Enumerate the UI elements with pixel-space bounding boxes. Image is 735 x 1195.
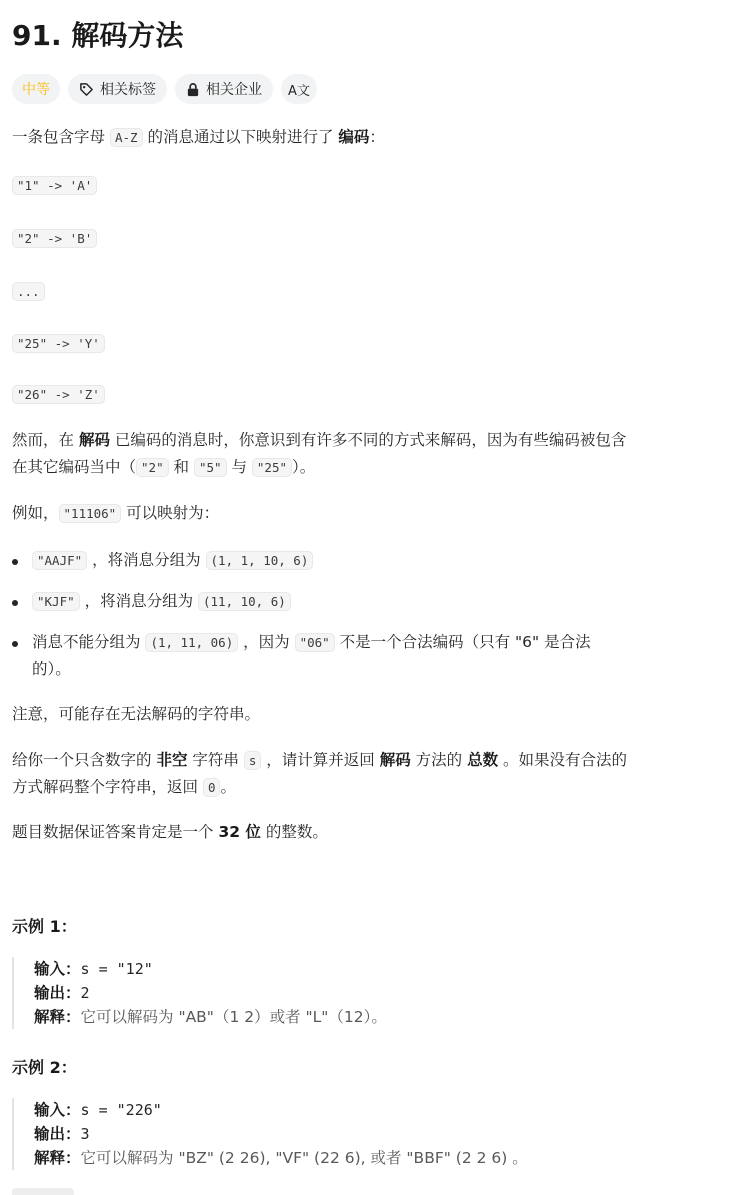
mapping-line [12, 333, 105, 352]
text: 已编码的消息时，你意识到有许多不同的方式来解码，因为有些编码被包含 [109, 431, 627, 449]
translate-button[interactable] [281, 74, 317, 104]
text: 可以映射为： [121, 504, 220, 522]
text: 。如果没有合法的 [498, 751, 628, 769]
task-paragraph-line2 [12, 774, 236, 801]
example-output [34, 981, 387, 1005]
text: ）。 [292, 458, 316, 476]
value: s = "12" [80, 960, 153, 978]
intro-text: 一条包含字母 [12, 128, 110, 146]
bold-text: 总数 [467, 751, 499, 769]
text: 然而，在 [12, 431, 79, 449]
bullet-dot [12, 559, 18, 565]
example-explanation [34, 1146, 528, 1170]
label: 解释： [34, 1008, 81, 1026]
text: 的整数。 [260, 823, 328, 841]
text: 在其它编码当中（ [12, 458, 137, 476]
label: 解释： [34, 1149, 81, 1167]
mapping-line [12, 281, 45, 300]
intro-text-2: 的消息通过以下映射进行了 [142, 128, 339, 146]
text: 方式解码整个字符串，返回 [12, 778, 203, 796]
label: 输出： [34, 984, 81, 1002]
inline-code: s [244, 751, 262, 770]
bullet-dot [12, 641, 18, 647]
lock-icon [186, 82, 200, 97]
text: ，将消息分组为 [79, 592, 198, 610]
intro-paragraph [12, 124, 385, 151]
inline-code: (1, 1, 10, 6) [206, 551, 314, 570]
inline-code: "KJF" [32, 592, 80, 611]
letters-code: A-Z [110, 128, 143, 147]
tag-icon [79, 82, 94, 97]
intro-suffix: ： [369, 128, 385, 146]
bold-text: 非空 [156, 751, 188, 769]
text: 不是一个合法编码（只有 "6" 是合法 [334, 633, 591, 651]
mapping-code: "25" -> 'Y' [12, 334, 105, 353]
bullet-dot [12, 600, 18, 606]
example-input [34, 957, 387, 981]
mapping-code: ... [12, 282, 45, 301]
mapping-code: "1" -> 'A' [12, 176, 97, 195]
example-intro [12, 500, 219, 527]
bold-text: 32 位 [218, 823, 261, 841]
text: 与 [226, 458, 252, 476]
mapping-line [12, 384, 105, 403]
text: ，将消息分组为 [87, 551, 206, 569]
related-tags-label: 相关标签 [100, 82, 156, 98]
related-companies-button[interactable] [175, 74, 273, 104]
inline-code: "2" [136, 458, 169, 477]
value: 它可以解码为 "BZ" (2 26), "VF" (22 6), 或者 "BBF" (2 2 6) 。 [80, 1149, 528, 1167]
decode-paragraph-line2 [12, 454, 315, 481]
note-paragraph: 注意，可能存在无法解码的字符串。 [12, 705, 261, 723]
example-input [34, 1098, 528, 1122]
text: ，请计算并返回 [261, 751, 380, 769]
text: 。 [220, 778, 236, 796]
decode-paragraph-line1 [12, 427, 626, 454]
inline-code: "25" [252, 458, 292, 477]
example-title: 示例 2： [12, 1058, 77, 1077]
intro-bold: 编码 [338, 128, 370, 146]
label: 输入： [34, 1101, 81, 1119]
value: 2 [80, 984, 90, 1002]
label: 输入： [34, 960, 81, 978]
problem-title: 91. 解码方法 [12, 19, 184, 52]
inline-code: "5" [194, 458, 227, 477]
mapping-line [12, 175, 97, 194]
text: 例如， [12, 504, 59, 522]
tag-bar [12, 74, 317, 104]
inline-code: 0 [203, 778, 221, 797]
inline-code: "AAJF" [32, 551, 87, 570]
text: 消息不能分组为 [32, 633, 146, 651]
text: 给你一个只含数字的 [12, 751, 157, 769]
example-title: 示例 1： [12, 917, 77, 936]
related-companies-label: 相关企业 [206, 82, 262, 98]
label: 输出： [34, 1125, 81, 1143]
inline-code: (1, 11, 06) [145, 633, 238, 652]
example-block [12, 1098, 528, 1170]
list-item-continuation: 的）。 [32, 660, 71, 678]
inline-code: (11, 10, 6) [198, 592, 291, 611]
guarantee-paragraph [12, 819, 328, 846]
bold-text: 解码 [78, 431, 110, 449]
text: 和 [168, 458, 194, 476]
related-tags-button[interactable] [68, 74, 167, 104]
example-output [34, 1122, 528, 1146]
text: ，因为 [238, 633, 295, 651]
example-explanation [34, 1005, 387, 1029]
text: 方法的 [410, 751, 468, 769]
bold-text: 解码 [379, 751, 411, 769]
bottom-scroll-indicator [12, 1188, 74, 1195]
inline-code: "11106" [59, 504, 122, 523]
text: 字符串 [187, 751, 244, 769]
difficulty-badge[interactable]: 中等 [12, 74, 60, 104]
value: s = "226" [80, 1101, 162, 1119]
value: 3 [80, 1125, 90, 1143]
text: 题目数据保证答案肯定是一个 [12, 823, 219, 841]
mapping-code: "2" -> 'B' [12, 229, 97, 248]
example-block [12, 957, 387, 1029]
value: 它可以解码为 "AB"（1 2）或者 "L"（12）。 [80, 1008, 387, 1026]
task-paragraph-line1 [12, 747, 627, 774]
translate-icon: A文 [288, 83, 310, 99]
inline-code: "06" [295, 633, 335, 652]
mapping-code: "26" -> 'Z' [12, 385, 105, 404]
mapping-line [12, 228, 97, 247]
